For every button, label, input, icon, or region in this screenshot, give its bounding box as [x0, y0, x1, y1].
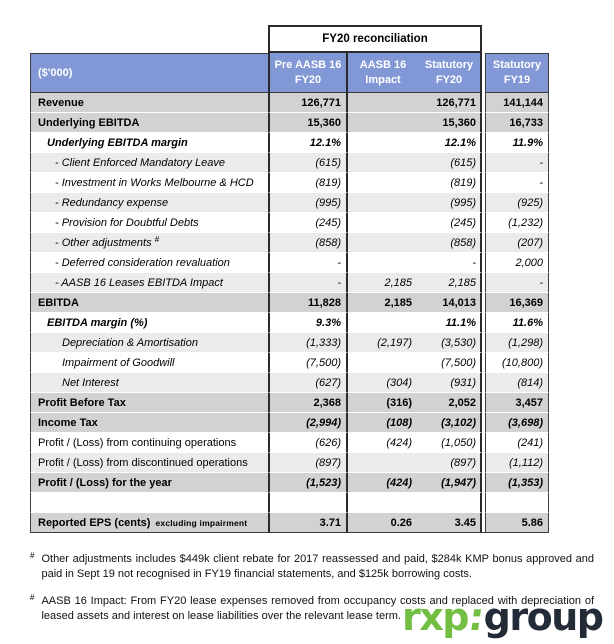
row-label: Profit / (Loss) from discontinued operations — [30, 453, 268, 473]
logo-rxp-text: rxp — [402, 595, 468, 639]
row-value: (897) — [418, 453, 482, 473]
row-value — [348, 313, 418, 333]
table-row — [30, 473, 549, 493]
row-value: 12.1% — [418, 133, 482, 153]
row-value: 14,013 — [418, 293, 482, 313]
table-row — [30, 493, 549, 513]
col-header-pre-aasb16-fy20 — [268, 53, 348, 93]
row-value: (626) — [268, 433, 348, 453]
row-value — [348, 193, 418, 213]
row-value: 16,369 — [485, 293, 549, 313]
row-value: 16,733 — [485, 113, 549, 133]
table-body — [30, 93, 549, 533]
row-value: (316) — [348, 393, 418, 413]
reconciliation-spacer — [30, 25, 268, 53]
row-value: (1,523) — [268, 473, 348, 493]
table-row — [30, 153, 549, 173]
table-row — [30, 173, 549, 193]
row-value: (897) — [268, 453, 348, 473]
unit-header: ($'000) — [30, 53, 268, 93]
row-value: (424) — [348, 433, 418, 453]
row-label: - Provision for Doubtful Debts — [30, 213, 268, 233]
row-value: 0.26 — [348, 513, 418, 533]
row-value: (858) — [268, 233, 348, 253]
row-value: (819) — [418, 173, 482, 193]
table-row — [30, 373, 549, 393]
col-header-line1: AASB 16 — [359, 58, 407, 71]
row-value: 3.71 — [268, 513, 348, 533]
table-row — [30, 193, 549, 213]
table-row — [30, 453, 549, 473]
row-value: (995) — [268, 193, 348, 213]
row-label: - AASB 16 Leases EBITDA Impact — [30, 273, 268, 293]
col-header-line2: FY20 — [294, 73, 322, 86]
row-value: - — [418, 253, 482, 273]
row-value: 11.9% — [485, 133, 549, 153]
footnote-text: Other adjustments includes $449k client rebate for 2017 reassessed and paid, $284k KMP bonus approved and paid in Sept 19 not recognised in FY19 financial statements, and $125k borrowing costs. — [41, 553, 594, 580]
row-value: (1,298) — [485, 333, 549, 353]
row-value: 11,828 — [268, 293, 348, 313]
row-label: Underlying EBITDA — [30, 113, 268, 133]
row-value: (615) — [268, 153, 348, 173]
row-value: (245) — [268, 213, 348, 233]
row-value — [268, 493, 348, 513]
row-value — [485, 493, 549, 513]
row-value: (207) — [485, 233, 549, 253]
footnote-other-adjustments — [30, 552, 594, 581]
row-label: - Investment in Works Melbourne & HCD — [30, 173, 268, 193]
row-label — [30, 493, 268, 513]
row-value: (1,947) — [418, 473, 482, 493]
reconciliation-header: FY20 reconciliation — [268, 25, 482, 53]
row-value: (1,050) — [418, 433, 482, 453]
row-value — [348, 253, 418, 273]
row-value: 15,360 — [268, 113, 348, 133]
row-value: (3,698) — [485, 413, 549, 433]
row-label: - Redundancy expense — [30, 193, 268, 213]
col-header-line2: FY19 — [503, 74, 531, 86]
row-value: 3.45 — [418, 513, 482, 533]
row-value: 5.86 — [485, 513, 549, 533]
table-row — [30, 93, 549, 113]
row-value: - — [485, 153, 549, 173]
footnote-marker: # — [30, 551, 35, 560]
row-value: (819) — [268, 173, 348, 193]
table-row — [30, 513, 549, 533]
row-value — [418, 493, 482, 513]
row-label: Revenue — [30, 93, 268, 113]
row-label: Profit / (Loss) for the year — [30, 473, 268, 493]
table-row — [30, 233, 549, 253]
row-label: Underlying EBITDA margin — [30, 133, 268, 153]
row-value — [348, 93, 418, 113]
table-row — [30, 253, 549, 273]
row-value: 2,000 — [485, 253, 549, 273]
row-value — [348, 133, 418, 153]
table-row — [30, 273, 549, 293]
row-label: EBITDA — [30, 293, 268, 313]
row-value: 11.6% — [485, 313, 549, 333]
row-value: (2,197) — [348, 333, 418, 353]
row-value: (10,800) — [485, 353, 549, 373]
row-value — [348, 493, 418, 513]
row-label: Net Interest — [30, 373, 268, 393]
row-value — [348, 353, 418, 373]
financial-table — [30, 25, 549, 533]
row-value: 2,368 — [268, 393, 348, 413]
col-header-line1: Pre AASB 16 — [274, 58, 342, 71]
row-value: (1,353) — [485, 473, 549, 493]
row-value: (3,530) — [418, 333, 482, 353]
row-value: (304) — [348, 373, 418, 393]
row-value: 2,052 — [418, 393, 482, 413]
col-header-statutory-fy20 — [418, 53, 482, 93]
footnote-marker: # — [30, 593, 35, 602]
row-value: (1,333) — [268, 333, 348, 353]
row-value: (241) — [485, 433, 549, 453]
table-row — [30, 393, 549, 413]
row-value: (1,112) — [485, 453, 549, 473]
col-header-aasb16-impact — [348, 53, 418, 93]
col-header-line2: Impact — [365, 73, 401, 86]
row-value: 141,144 — [485, 93, 549, 113]
row-label: Reported EPS (cents) excluding impairment — [30, 513, 268, 533]
row-value: 3,457 — [485, 393, 549, 413]
table-row — [30, 113, 549, 133]
footnote-text: AASB 16 Impact: From FY20 lease expenses removed from occupancy costs and replaced with depreciation of leased assets and interest on lease liabilities over the relevant lease term. — [41, 595, 594, 622]
row-value: (995) — [418, 193, 482, 213]
row-value: 9.3% — [268, 313, 348, 333]
table-row — [30, 333, 549, 353]
row-value: - — [485, 173, 549, 193]
row-value — [348, 113, 418, 133]
row-label: - Client Enforced Mandatory Leave — [30, 153, 268, 173]
row-value: (627) — [268, 373, 348, 393]
row-value: (1,232) — [485, 213, 549, 233]
table-header-row — [30, 53, 549, 93]
row-value: (108) — [348, 413, 418, 433]
row-value: (814) — [485, 373, 549, 393]
row-value: 2,185 — [348, 293, 418, 313]
row-value: - — [268, 253, 348, 273]
rxp-group-logo — [402, 595, 603, 639]
row-value: (245) — [418, 213, 482, 233]
row-value: 15,360 — [418, 113, 482, 133]
row-label: EBITDA margin (%) — [30, 313, 268, 333]
table-row — [30, 353, 549, 373]
row-value: (424) — [348, 473, 418, 493]
table-row — [30, 293, 549, 313]
row-value — [348, 453, 418, 473]
row-value: (931) — [418, 373, 482, 393]
logo-colon-mark: : — [465, 595, 486, 639]
table-row — [30, 133, 549, 153]
row-label: Impairment of Goodwill — [30, 353, 268, 373]
table-row — [30, 313, 549, 333]
row-value: 11.1% — [418, 313, 482, 333]
row-value: 2,185 — [348, 273, 418, 293]
logo-group-text: group — [483, 595, 603, 639]
row-value: (2,994) — [268, 413, 348, 433]
row-label: - Other adjustments # — [30, 233, 268, 253]
row-label: Income Tax — [30, 413, 268, 433]
table-row — [30, 213, 549, 233]
row-value: 2,185 — [418, 273, 482, 293]
row-label: Depreciation & Amortisation — [30, 333, 268, 353]
col-header-line1: Statutory — [424, 58, 474, 71]
row-value: 126,771 — [268, 93, 348, 113]
row-value: (7,500) — [268, 353, 348, 373]
row-value: (7,500) — [418, 353, 482, 373]
row-value: 12.1% — [268, 133, 348, 153]
row-value: (615) — [418, 153, 482, 173]
row-value — [348, 153, 418, 173]
col-header-line1: Statutory — [492, 59, 542, 71]
table-row — [30, 413, 549, 433]
row-value: 126,771 — [418, 93, 482, 113]
row-value — [348, 173, 418, 193]
row-value — [348, 233, 418, 253]
row-value: (925) — [485, 193, 549, 213]
row-value — [348, 213, 418, 233]
col-header-line2: FY20 — [435, 73, 463, 86]
row-value: (3,102) — [418, 413, 482, 433]
reconciliation-header-row — [30, 25, 549, 53]
table-row — [30, 433, 549, 453]
row-value: - — [485, 273, 549, 293]
row-value: - — [268, 273, 348, 293]
col-header-statutory-fy19 — [485, 53, 549, 93]
row-value: (858) — [418, 233, 482, 253]
row-label: - Deferred consideration revaluation — [30, 253, 268, 273]
row-label: Profit / (Loss) from continuing operations — [30, 433, 268, 453]
row-label: Profit Before Tax — [30, 393, 268, 413]
